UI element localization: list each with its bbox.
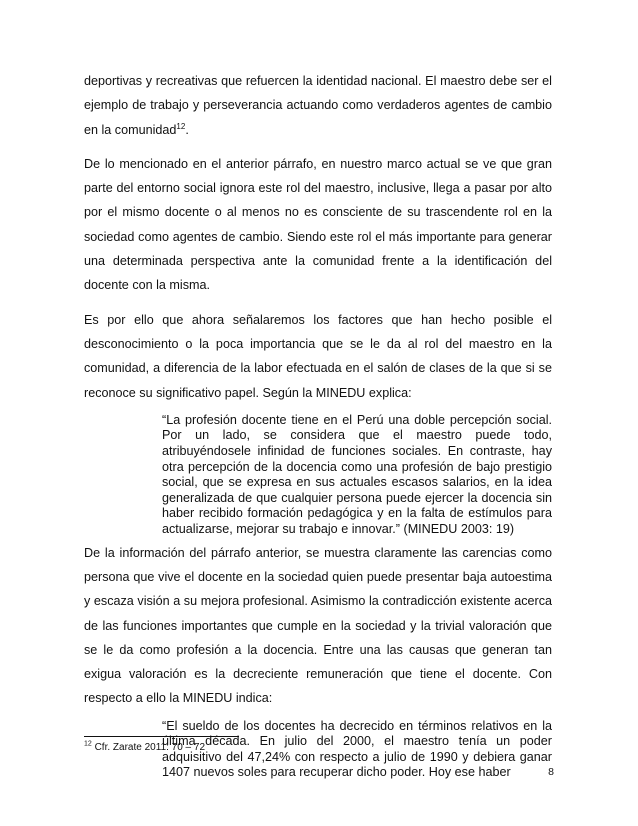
quote-text: “La profesión docente tiene en el Perú una doble percepción social. Por un lado, se considera que el maestro puede todo, atribuyéndosele infinidad de funciones sociales. En contraste, hay otra percepción de la docencia como una profesión de bajo prestigio social, que se expresa en sus actuales escasos salarios, en la idea generalizada de que cualquier persona puede ejercer la docencia sin haber recibido formación pedagógica y en la falta de estímulos para actualizarse, mejorar su trabajo e innovar.” (MINEDU 2003: 19) (162, 412, 552, 537)
paragraph-tail: . (185, 122, 189, 137)
paragraph (84, 541, 552, 711)
paragraph-text: De la información del párrafo anterior, se muestra claramente las carencias como persona que vive el docente en la sociedad quien puede presentar baja autoestima y escaza visión a su mejora profesional. Asimismo la contradicción existente acerca de las funciones importantes que cumple en la sociedad y la trivial valoración que se le da como profesión a la docencia. Entre una las causas que generan tan exigua valoración es la decreciente remuneración que tiene el docente. Con respecto a ello la MINEDU indica: (84, 545, 552, 706)
footnote-text: Cfr. Zarate 2011: 70 – 72 (94, 742, 206, 753)
quote-text: “El sueldo de los docentes ha decrecido en términos relativos en la última década. En julio del 2000, el maestro tenía un poder adquisitivo del 47,24% con respecto a julio de 1990 y debiera ganar 1407 nuevos soles para recuperar dicho poder. Hoy ese haber (162, 718, 552, 780)
body-text (84, 69, 552, 781)
paragraph-text: De lo mencionado en el anterior párrafo, en nuestro marco actual se ve que gran parte del entorno social ignora este rol del maestro, inclusive, llega a pasar por alto por el mismo docente o al menos no es consciente de su trascendente rol en la sociedad como agentes de cambio. Siendo este rol el más importante para generar una determinada perspectiva ante la comunidad frente a la identificación del docente con la misma. (84, 156, 552, 293)
footnote-number: 12 (84, 740, 92, 748)
footnote (84, 741, 205, 754)
page-number: 8 (548, 766, 554, 778)
paragraph (84, 308, 552, 405)
paragraph (84, 69, 552, 142)
paragraph-text: Es por ello que ahora señalaremos los factores que han hecho posible el desconocimiento o la poca importancia que se le da al rol del maestro en la comunidad, a diferencia de la labor efectuada en el salón de clases de la que si se reconoce su significativo papel. Según la MINEDU explica: (84, 312, 552, 400)
block-quote (84, 413, 552, 538)
footnote-divider (84, 736, 239, 737)
paragraph-text: deportivas y recreativas que refuercen la identidad nacional. El maestro debe ser el ejemplo de trabajo y perseverancia actuando como verdaderos agentes de cambio en la comunidad (84, 74, 552, 137)
paragraph (84, 152, 552, 298)
footnote-reference: 12 (176, 121, 186, 131)
